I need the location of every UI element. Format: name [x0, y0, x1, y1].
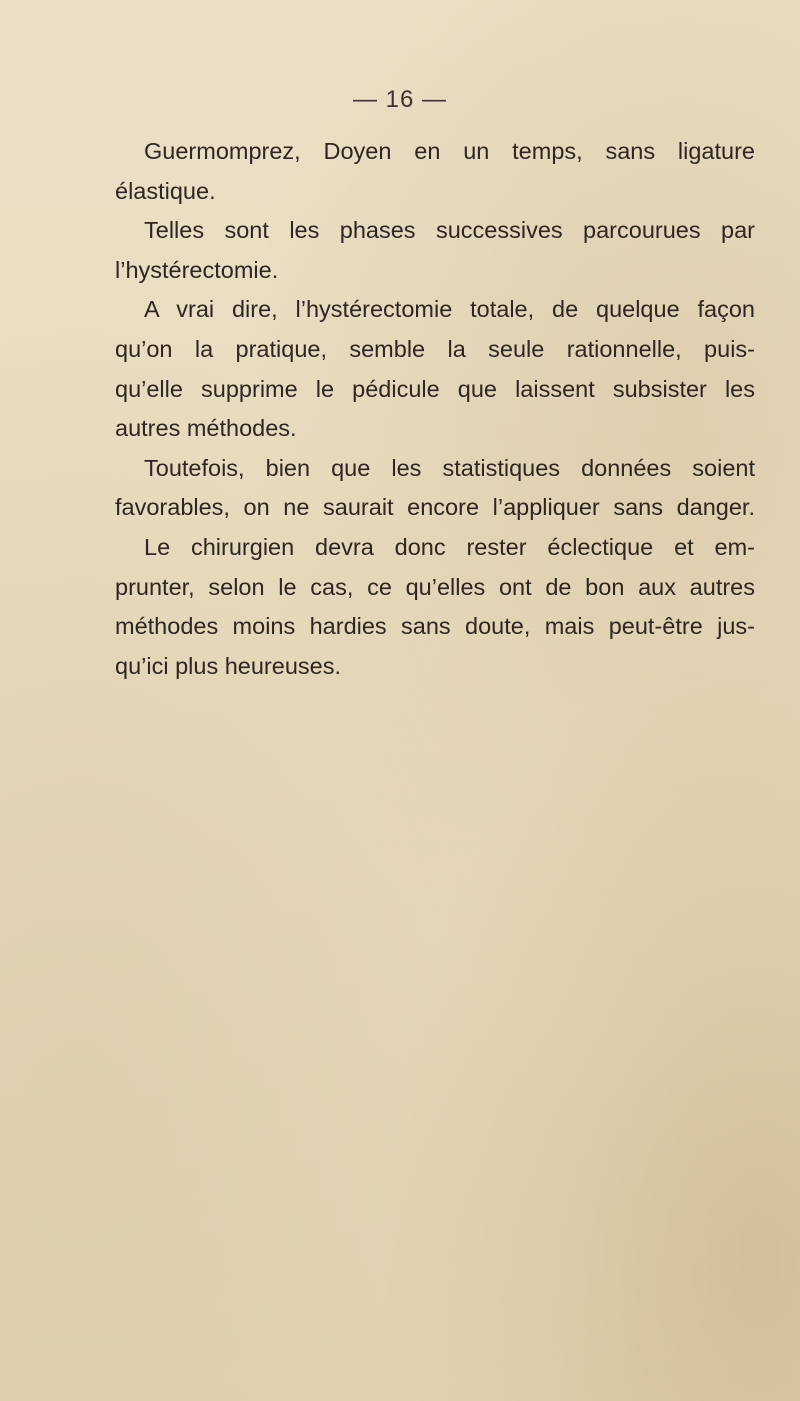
text-line: qu’elle supprime le pédicule que laissent subsister les: [115, 375, 755, 402]
text-line: élastique.: [115, 177, 216, 204]
text-line: prunter, selon le cas, ce qu’elles ont de bon aux autres: [115, 573, 755, 600]
text-line: Guermomprez, Doyen en un temps, sans ligature: [144, 138, 755, 164]
text-line: autres méthodes.: [115, 415, 297, 442]
page-number: — 16 —: [352, 86, 448, 113]
text-line: qu’ici plus heureuses.: [115, 652, 341, 679]
text-line: méthodes moins hardies sans doute, mais peut-être jus-: [115, 613, 755, 640]
text-line: Le chirurgien devra donc rester éclectique et em-: [144, 533, 755, 560]
text-line: A vrai dire, l’hystérectomie totale, de quelque façon: [144, 296, 755, 323]
text-line: Telles sont les phases successives parcourues par: [144, 217, 755, 244]
body-text: [115, 132, 755, 686]
text-line: l’hystérectomie.: [115, 256, 279, 283]
text-line: Toutefois, bien que les statistiques données soient: [144, 454, 755, 481]
text-line: qu’on la pratique, semble la seule rationnelle, puis-: [115, 335, 755, 362]
text-line: favorables, on ne saurait encore l’appliquer sans danger.: [115, 494, 755, 521]
